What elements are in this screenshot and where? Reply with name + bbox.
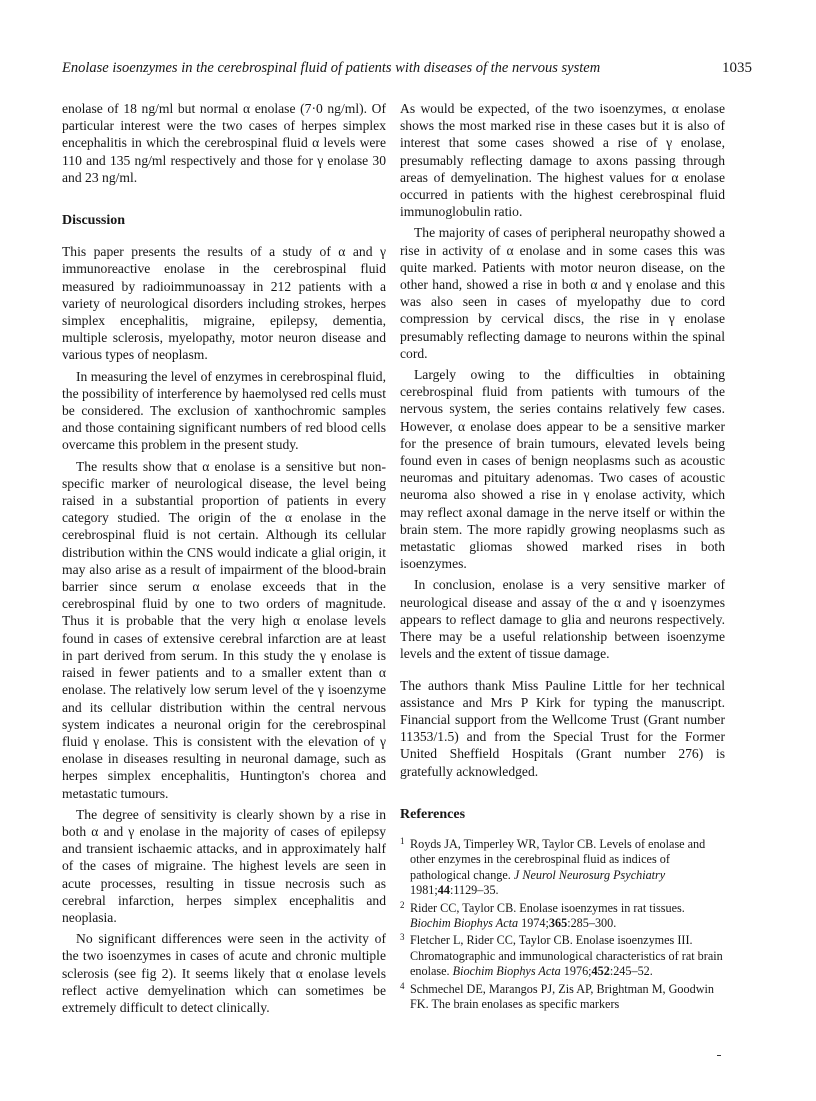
discussion-paragraph-4: The degree of sensitivity is clearly shown by a rise in both α and γ enolase in the majority of cases of epilepsy and transient ischaemic attacks, and in approximately half of the cases of migraine. The highest levels are seen in acute processes, resulting in tissue necrosis such as cerebral infarction, herpes simplex encephalitis and neoplasia. [62,806,386,925]
running-title: Enolase isoenzymes in the cerebrospinal fluid of patients with diseases of the nervous system [62,60,601,76]
discussion-paragraph-9: In conclusion, enolase is a very sensitive marker of neurological disease and assay of the α and γ isoenzymes appears to reflect damage to glia and neurons respectively. There may be a useful relationship between isoenzyme levels and the extent of tissue damage. [400,577,725,662]
reference-item: 1 Royds JA, Timperley WR, Taylor CB. Levels of enolase and other enzymes in the cerebrospinal fluid as indices of pathological change. J Neurol Neurosurg Psychiatry 1981;44:1129–35. [400,835,706,898]
discussion-paragraph-3: The results show that α enolase is a sensitive but non-specific marker of neurological disease, the level being raised in a substantial proportion of patients in every category studied. The origin of the α enolase in the cerebrospinal fluid is not certain. Although its cellular distribution within the CNS would indicate a glial origin, it may also arise as a result of impairment of the blood-brain barrier since serum α enolase exceeds that in the cerebrospinal fluid by one to two orders of magnitude. Thus it is probable that the very high α enolase levels found in cases of extensive cerebral infarction are at least in part derived from serum. In this study the γ enolase is raised in fewer patients and to a smaller extent than α enolase. The relatively low serum level of the γ isoenzyme and its cellular distribution within the central nervous system indicates a neuronal origin for the cerebrospinal fluid γ enolase. This is consistent with the elevation of γ enolase in diseases resulting in neuronal damage, such as herpes simplex encephalitis, Huntington's chorea and metastatic tumours. [62,458,386,801]
discussion-paragraph-2: In measuring the level of enzymes in cerebrospinal fluid, the possibility of interference by haemolysed red cells must be considered. The exclusion of xanthochromic samples and those containing significant numbers of red blood cells overcame this problem in the present study. [62,368,386,453]
reference-item: 3 Fletcher L, Rider CC, Taylor CB. Enolase isoenzymes III. Chromatographic and immunological characteristics of rat brain enolase. Biochim Biophys Acta 1976;452:245–52. [400,932,723,979]
discussion-paragraph-8: Largely owing to the difficulties in obtaining cerebrospinal fluid from patients with tumours of the nervous system, the series contains relatively few cases. However, α enolase does appear to be a sensitive marker for the presence of brain tumours, elevated levels being found even in cases of benign neoplasms such as acoustic neuromas and pituitary adenomas. Two cases of acoustic neuroma also showed a rise in γ enolase activity, which may reflect axonal damage in the nerve itself or within the brain stem. The more rapidly growing neoplasms such as metastatic gliomas showed marked rises in both isoenzymes. [400,367,725,572]
references-heading: References [400,806,466,822]
page-number: 1035 [722,60,752,76]
discussion-paragraph-1: This paper presents the results of a study of α and γ immunoreactive enolase in the cerebrospinal fluid measured by radioimmunoassay in 212 patients with a variety of neurological disorders including strokes, herpes simplex encephalitis, migraine, epilepsy, dementia, multiple sclerosis, myelopathy, motor neuron disease and various types of neoplasm. [62,244,386,363]
right-column [400,100,725,1014]
discussion-paragraph-5: No significant differences were seen in the activity of the two isoenzymes in cases of acute and chronic multiple sclerosis (see fig 2). It seems likely that α enolase levels reflect active demyelination which can sometimes be extremely difficult to detect clinically. [62,931,386,1015]
reference-item: 4 Schmechel DE, Marangos PJ, Zis AP, Brightman M, Goodwin FK. The brain enolases as specific markers [400,980,714,1011]
continuation-mark [717,1055,721,1056]
running-header [62,60,752,84]
paragraph-continued: enolase of 18 ng/ml but normal α enolase (7·0 ng/ml). Of particular interest were the two cases of herpes simplex encephalitis in which the cerebrospinal fluid α levels were 110 and 135 ng/ml respectively and those for γ enolase 30 and 23 ng/ml. [62,101,386,185]
discussion-paragraph-7: The majority of cases of peripheral neuropathy showed a rise in activity of α enolase and in some cases this was quite marked. Patients with motor neuron disease, on the other hand, showed a rise in both α and γ enolase and this was also seen in cases of myelopathy due to cord compression by cervical discs, the rise in γ enolase presumably reflecting damage to neurons within the spinal cord. [400,225,725,361]
acknowledgements: The authors thank Miss Pauline Little for her technical assistance and Mrs P Kirk for typing the manuscript. Financial support from the Wellcome Trust (Grant number 11353/1.5) and from the Special Trust for the Former United Sheffield Hospitals (Grant number 276) is gratefully acknowledged. [400,677,725,779]
discussion-paragraph-6: As would be expected, of the two isoenzymes, α enolase shows the most marked rise in these cases but it is also of interest that some cases showed a rise of γ enolase, presumably reflecting damage to axons passing through areas of demyelination. The highest values for α enolase occurred in patients with the highest cerebrospinal fluid immunoglobulin ratio. [400,101,725,220]
reference-item: 2 Rider CC, Taylor CB. Enolase isoenzymes in rat tissues. Biochim Biophys Acta 1974;365:285–300. [400,899,685,930]
reference-list [400,837,725,1012]
left-column [62,100,386,1016]
section-heading-discussion: Discussion [62,213,126,229]
